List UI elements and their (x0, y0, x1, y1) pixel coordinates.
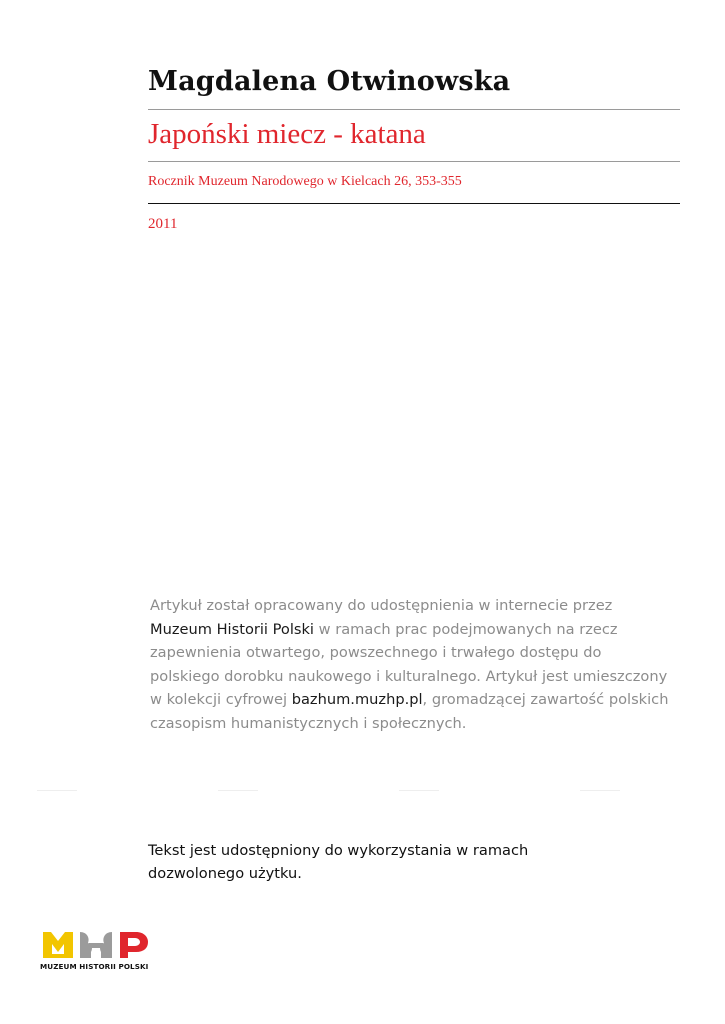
availability-notice (150, 594, 690, 735)
license-line-2: dozwolonego użytku. (148, 865, 302, 882)
collection-link[interactable]: bazhum.muzhp.pl (291, 691, 423, 708)
notice-line-3: zapewnienia otwartego, powszechnego i trwałego dostępu do (150, 644, 602, 661)
organization-name: Muzeum Historii Polski (150, 620, 314, 638)
faint-divider (218, 790, 258, 791)
notice-line-5-pre: w kolekcji cyfrowej (150, 691, 292, 708)
divider-author (148, 109, 680, 110)
license-notice (148, 839, 528, 885)
notice-line-2-rest: w ramach prac podejmowanych na rzecz (314, 620, 618, 638)
notice-line-5 (150, 688, 690, 712)
notice-line-2 (150, 618, 690, 642)
faint-divider (580, 790, 620, 791)
notice-line-4: polskiego dorobku naukowego i kulturalnego. Artykuł jest umieszczony (150, 667, 668, 685)
article-source: Rocznik Muzeum Narodowego w Kielcach 26, 353-355 (148, 174, 462, 189)
notice-line-6: czasopism humanistycznych i społecznych. (150, 714, 467, 732)
article-title: Japoński miecz - katana (148, 118, 426, 150)
museum-logo (40, 928, 170, 976)
publication-year: 2011 (148, 216, 178, 232)
license-line-1: Tekst jest udostępniony do wykorzystania w ramach (148, 842, 529, 859)
notice-line-1: Artykuł został opracowany do udostępnienia w internecie przez (150, 597, 613, 614)
faint-divider (399, 790, 439, 791)
divider-source (148, 203, 680, 204)
divider-title (148, 161, 680, 162)
notice-line-5-post: , gromadzącej zawartość polskich (422, 691, 669, 708)
author-name: Magdalena Otwinowska (148, 66, 511, 97)
museum-logo-text: MUZEUM HISTORII POLSKI (40, 962, 149, 971)
faint-divider (37, 790, 77, 791)
museum-logo-mark (40, 928, 155, 960)
